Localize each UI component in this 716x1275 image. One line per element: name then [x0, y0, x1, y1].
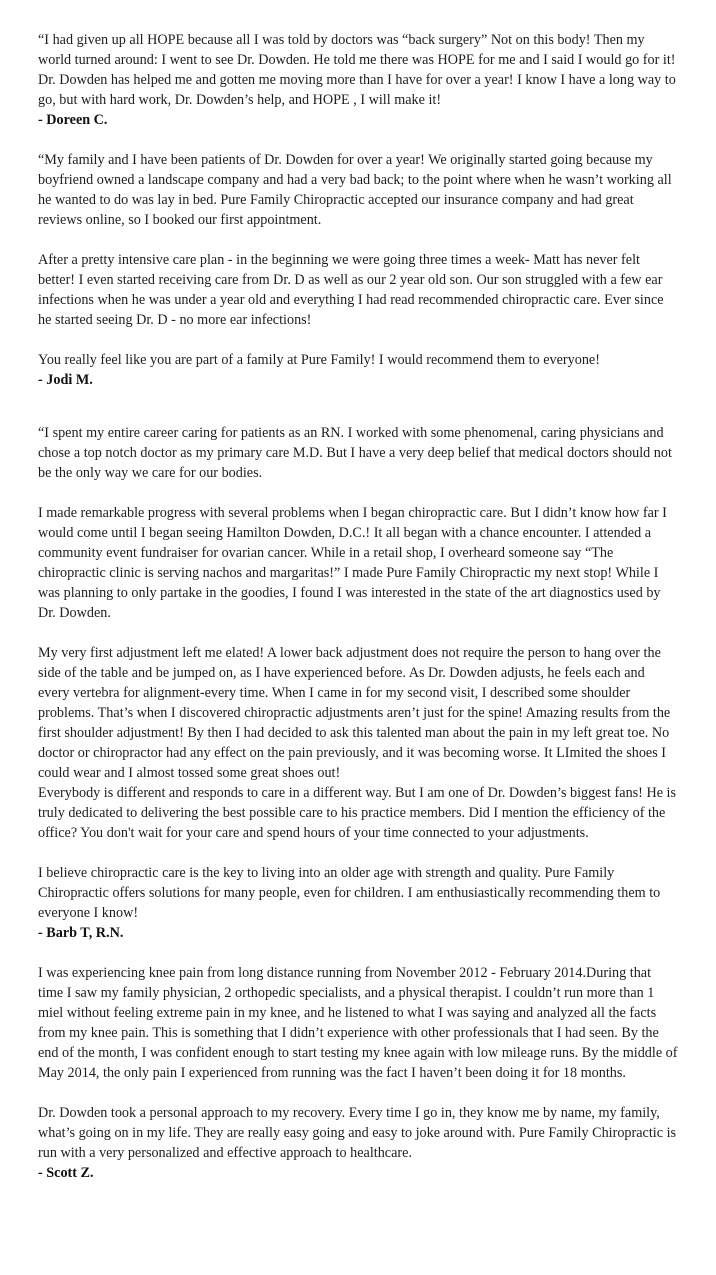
testimonial-author: - Jodi M. [38, 372, 93, 388]
spacer [38, 230, 678, 250]
testimonial-paragraph: “I spent my entire career caring for patients as an RN. I worked with some phenomenal, caring physicians and chose a top notch doctor as my primary care M.D. But I have a very deep belief that medical doctors should not be the only way we care for our bodies. [38, 425, 672, 481]
testimonial-paragraph: My very first adjustment left me elated! A lower back adjustment does not require the person to hang over the side of the table and be jumped on, as I have experienced before. As Dr. Dowden adjusts, he feels each and every vertebra for alignment-every time. When I came in for my second visit, I described some shoulder problems. That’s when I discovered chiropractic adjustments aren’t just for the spine! Amazing results from the first shoulder adjustment! By then I had decided to ask this talented man about the pain in my left great toe. No doctor or chiropractor had any effect on the pain previously, and it was becoming worse. It LImited the shoes I could wear and I almost tossed some great shoes out! [38, 645, 671, 781]
testimonial-barb [38, 423, 678, 943]
spacer [38, 130, 678, 150]
spacer [38, 843, 678, 863]
spacer [38, 483, 678, 503]
testimonial-paragraph: After a pretty intensive care plan - in the beginning we were going three times a week- Matt has never felt better! I even started receiving care from Dr. D as well as our 2 year old son. Our son struggled with a few ear infections when he was under a year old and everything I had read recommended chiropractic care. Ever since he started seeing Dr. D - no more ear infections! [38, 252, 664, 328]
testimonial-paragraph: “I had given up all HOPE because all I was told by doctors was “back surgery” Not on this body! Then my world turned around: I went to see Dr. Dowden. He told me there was HOPE for me and I said I would go for it! Dr. Dowden has helped me and gotten me moving more than I have for over a year! I know I have a long way to go, but with hard work, Dr. Dowden’s help, and HOPE , I will make it! [38, 32, 676, 108]
testimonial-paragraph: I believe chiropractic care is the key to living into an older age with strength and quality. Pure Family Chiropractic offers solutions for many people, even for children. I am enthusiastically recommending them to everyone I know! [38, 865, 661, 921]
spacer [38, 1083, 678, 1103]
spacer [38, 390, 678, 423]
testimonial-jodi [38, 150, 678, 390]
testimonial-paragraph: You really feel like you are part of a family at Pure Family! I would recommend them to everyone! [38, 352, 600, 368]
testimonial-scott [38, 963, 678, 1183]
testimonial-author: - Doreen C. [38, 112, 108, 128]
spacer [38, 330, 678, 350]
testimonial-paragraph: “My family and I have been patients of Dr. Dowden for over a year! We originally started going because my boyfriend owned a landscape company and had a very bad back; to the point where when he wasn’t working all he wanted to do was lay in bed. Pure Family Chiropractic accepted our insurance company and had great reviews online, so I booked our first appointment. [38, 152, 672, 228]
testimonial-paragraph: I was experiencing knee pain from long distance running from November 2012 - February 2014.During that time I saw my family physician, 2 orthopedic specialists, and a physical therapist. I couldn’t run more than 1 miel without feeling extreme pain in my knee, and he listened to what I was saying and analyzed all the facts from my knee pain. This is something that I didn’t experience with other professionals that I had seen. By the end of the month, I was confident enough to start testing my knee again with low mileage runs. By the middle of May 2014, the only pain I experienced from running was the fact I haven’t been doing it for 18 months. [38, 965, 678, 1081]
testimonial-paragraph: Everybody is different and responds to care in a different way. But I am one of Dr. Dowden’s biggest fans! He is truly dedicated to delivering the best possible care to his practice members. Did I mention the efficiency of the office? You don't wait for your care and spend hours of your time connected to your adjustments. [38, 785, 677, 841]
spacer [38, 623, 678, 643]
testimonial-paragraph: Dr. Dowden took a personal approach to my recovery. Every time I go in, they know me by name, my family, what’s going on in my life. They are really easy going and easy to joke around with. Pure Family Chiropractic is run with a very personalized and effective approach to healthcare. [38, 1105, 677, 1161]
spacer [38, 943, 678, 963]
testimonial-paragraph: I made remarkable progress with several problems when I began chiropractic care. But I didn’t know how far I would come until I began seeing Hamilton Dowden, D.C.! It all began with a chance encounter. I attended a community event fundraiser for ovarian cancer. While in a retail shop, I overheard someone say “The chiropractic clinic is serving nachos and margaritas!” I made Pure Family Chiropractic my next stop! While I was planning to only partake in the goodies, I found I was interested in the state of the art diagnostics used by Dr. Dowden. [38, 505, 667, 621]
testimonial-author: - Barb T, R.N. [38, 925, 124, 941]
testimonial-doreen [38, 30, 678, 130]
testimonial-author: - Scott Z. [38, 1165, 94, 1181]
